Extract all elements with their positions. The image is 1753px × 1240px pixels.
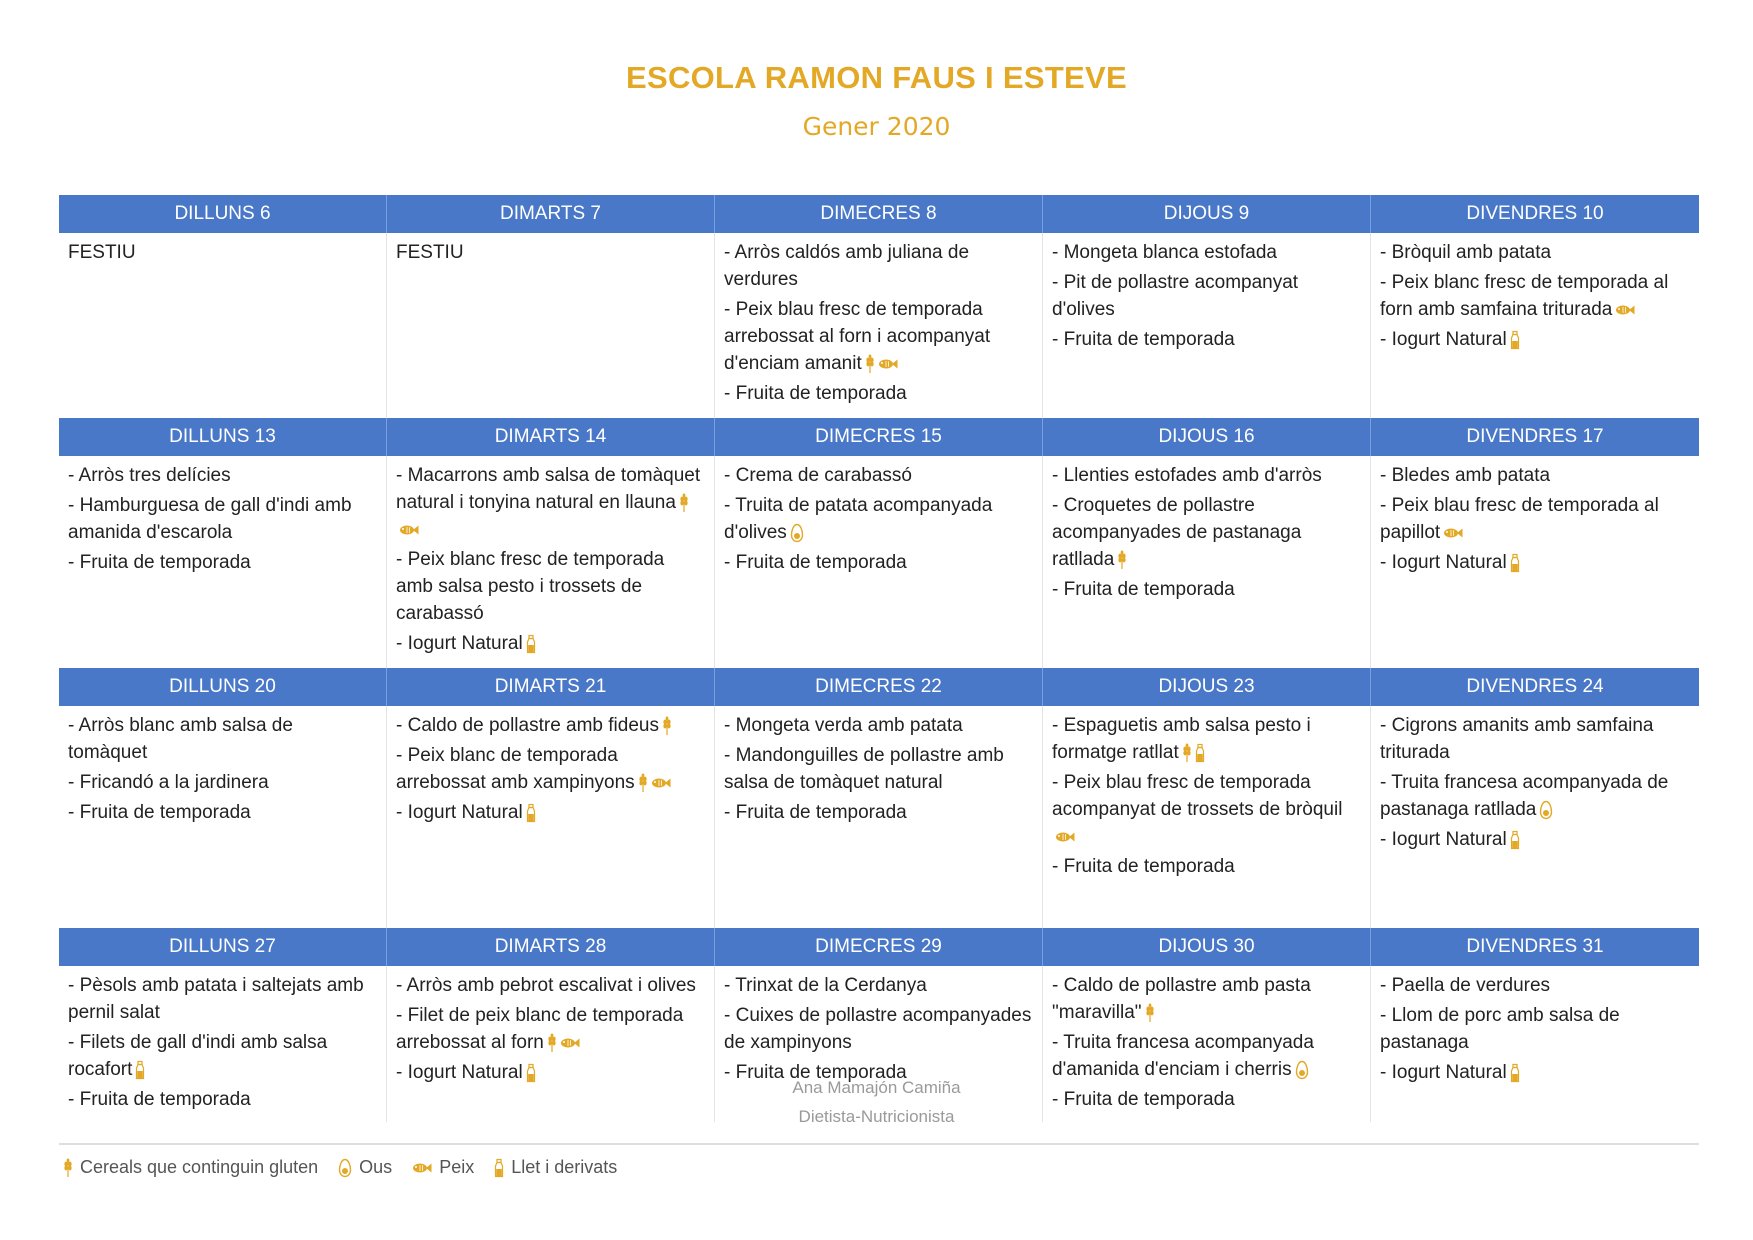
menu-item-text: - Truita francesa acompanyada de pastanaga ratllada xyxy=(1380,772,1669,820)
menu-item xyxy=(724,1002,1032,1056)
day-header: DILLUNS 6 xyxy=(59,195,387,233)
menu-item-text: - Crema de carabassó xyxy=(724,465,912,486)
menu-item-text: - Fruita de temporada xyxy=(724,552,907,573)
menu-item-text: - Iogurt Natural xyxy=(1380,1062,1507,1083)
menu-item-text: - Filets de gall d'indi amb salsa rocafort xyxy=(68,1032,328,1080)
menu-item-text: - Llenties estofades amb d'arròs xyxy=(1052,465,1322,486)
day-menu-cell xyxy=(715,456,1043,668)
menu-item-text: - Arròs tres delícies xyxy=(68,465,231,486)
day-menu-cell xyxy=(387,233,715,418)
day-header: DIMARTS 14 xyxy=(387,418,715,456)
menu-item xyxy=(68,239,376,266)
fish-icon xyxy=(399,524,419,536)
menu-item-text: - Cigrons amanits amb samfaina triturada xyxy=(1380,715,1654,763)
menu-item-text: - Fruita de temporada xyxy=(724,383,907,404)
menu-item xyxy=(1380,462,1689,489)
day-menu-cell xyxy=(387,456,715,668)
day-header: DIJOUS 23 xyxy=(1043,668,1371,706)
menu-item-text: - Fruita de temporada xyxy=(68,802,251,823)
fish-icon xyxy=(1055,831,1075,843)
menu-item-text: - Hamburguesa de gall d'indi amb amanida d'escarola xyxy=(68,495,352,543)
menu-item-text: - Pèsols amb patata i saltejats amb pernil salat xyxy=(68,975,364,1023)
author-signature xyxy=(0,1073,1753,1131)
legend-label: Cereals que continguin gluten xyxy=(80,1157,319,1177)
menu-item-text: - Fruita de temporada xyxy=(1052,329,1235,350)
menu-item-text: - Macarrons amb salsa de tomàquet natural i tonyina natural en llauna xyxy=(396,465,701,513)
menu-item-text: - Mongeta blanca estofada xyxy=(1052,242,1277,263)
day-header: DILLUNS 13 xyxy=(59,418,387,456)
menu-item-text: - Iogurt Natural xyxy=(396,802,523,823)
menu-item xyxy=(1052,576,1360,603)
legend-label: Ous xyxy=(359,1157,393,1177)
day-header: DILLUNS 20 xyxy=(59,668,387,706)
legend-item xyxy=(59,1157,318,1178)
fish-icon xyxy=(412,1162,432,1174)
footer-divider xyxy=(59,1143,1699,1145)
day-header: DIVENDRES 24 xyxy=(1371,668,1699,706)
menu-item-text: - Bledes amb patata xyxy=(1380,465,1551,486)
menu-item-text: - Mongeta verda amb patata xyxy=(724,715,963,736)
day-menu-cell xyxy=(1371,233,1699,418)
menu-item xyxy=(396,462,704,543)
menu-item-text: - Peix blau fresc de temporada arrebossat al forn i acompanyat d'enciam amanit xyxy=(724,299,991,374)
menu-item-text: - Fruita de temporada xyxy=(68,1089,251,1110)
legend-label: Peix xyxy=(439,1157,475,1177)
egg-icon xyxy=(1539,800,1553,820)
day-header: DIMARTS 28 xyxy=(387,928,715,966)
day-header: DIVENDRES 31 xyxy=(1371,928,1699,966)
menu-item-text: - Llom de porc amb salsa de pastanaga xyxy=(1380,1005,1620,1053)
menu-item xyxy=(724,380,1032,407)
milk-icon xyxy=(526,803,536,823)
day-menu-cell xyxy=(1371,706,1699,928)
menu-item-text: - Peix blau fresc de temporada acompanyat de trossets de bròquil xyxy=(1052,772,1343,820)
menu-item-text: - Fruita de temporada xyxy=(1052,856,1235,877)
milk-icon xyxy=(1195,743,1205,763)
menu-item-text: - Arròs blanc amb salsa de tomàquet xyxy=(68,715,293,763)
menu-item xyxy=(724,712,1032,739)
day-menu-cell xyxy=(715,706,1043,928)
menu-item xyxy=(1380,269,1689,323)
menu-item-text: - Truita de patata acompanyada d'olives xyxy=(724,495,993,543)
menu-item xyxy=(1052,853,1360,880)
menu-item xyxy=(1052,239,1360,266)
menu-item-text: - Paella de verdures xyxy=(1380,975,1551,996)
menu-item xyxy=(1380,712,1689,766)
menu-item-text: - Peix blanc fresc de temporada amb salsa pesto i trossets de carabassó xyxy=(396,549,665,624)
menu-item xyxy=(724,972,1032,999)
wheat-icon xyxy=(63,1158,73,1178)
menu-item-text: - Arròs amb pebrot escalivat i olives xyxy=(396,975,696,996)
fish-icon xyxy=(1615,304,1635,316)
menu-item-text: - Fruita de temporada xyxy=(724,802,907,823)
menu-item-text: - Espaguetis amb salsa pesto i formatge ratllat xyxy=(1052,715,1311,763)
menu-item xyxy=(1380,1002,1689,1056)
day-menu-cell xyxy=(59,706,387,928)
menu-item xyxy=(396,799,704,826)
day-header: DIVENDRES 17 xyxy=(1371,418,1699,456)
menu-item xyxy=(68,972,376,1026)
menu-item xyxy=(1380,769,1689,823)
menu-item xyxy=(1052,492,1360,573)
menu-item xyxy=(1380,239,1689,266)
milk-icon xyxy=(494,1158,504,1178)
day-menu-cell xyxy=(1043,706,1371,928)
menu-item xyxy=(1380,972,1689,999)
wheat-icon xyxy=(865,354,875,374)
day-header: DIJOUS 9 xyxy=(1043,195,1371,233)
menu-item xyxy=(1052,462,1360,489)
menu-item-text: - Bròquil amb patata xyxy=(1380,242,1552,263)
menu-item-text: - Truita francesa acompanyada d'amanida d'enciam i cherris xyxy=(1052,1032,1314,1080)
menu-item-text: - Iogurt Natural xyxy=(396,1062,523,1083)
day-menu-cell xyxy=(59,456,387,668)
egg-icon xyxy=(338,1158,352,1178)
menu-item xyxy=(1380,492,1689,546)
menu-item xyxy=(724,742,1032,796)
menu-item xyxy=(724,239,1032,293)
menu-item xyxy=(1052,326,1360,353)
menu-item xyxy=(1052,972,1360,1026)
menu-item xyxy=(1380,326,1689,353)
page-subtitle: Gener 2020 xyxy=(802,112,951,141)
menu-item xyxy=(68,799,376,826)
menu-item xyxy=(396,1002,704,1056)
page-title: ESCOLA RAMON FAUS I ESTEVE xyxy=(626,60,1127,95)
menu-item-text: - Mandonguilles de pollastre amb salsa de tomàquet natural xyxy=(724,745,1004,793)
day-header: DIMARTS 21 xyxy=(387,668,715,706)
menu-item xyxy=(1052,269,1360,323)
menu-item xyxy=(396,630,704,657)
menu-item xyxy=(396,972,704,999)
wheat-icon xyxy=(638,773,648,793)
menu-item xyxy=(396,239,704,266)
day-menu-cell xyxy=(715,233,1043,418)
menu-item-text: - Peix blanc fresc de temporada al forn amb samfaina triturada xyxy=(1380,272,1669,320)
menu-item-text: - Fruita de temporada xyxy=(724,1062,907,1083)
day-header: DIVENDRES 10 xyxy=(1371,195,1699,233)
menu-item xyxy=(724,549,1032,576)
menu-item xyxy=(724,492,1032,546)
menu-item-text: - Iogurt Natural xyxy=(396,633,523,654)
menu-item xyxy=(396,712,704,739)
author-name: Ana Mamajón Camiña xyxy=(792,1078,961,1097)
menu-item-text: - Iogurt Natural xyxy=(1380,829,1507,850)
legend-item xyxy=(490,1157,617,1178)
legend-label: Llet i derivats xyxy=(511,1157,618,1177)
menu-item-text: - Iogurt Natural xyxy=(1380,552,1507,573)
day-header: DIMECRES 8 xyxy=(715,195,1043,233)
menu-item-text: - Caldo de pollastre amb fideus xyxy=(396,715,659,736)
menu-item xyxy=(724,296,1032,377)
wheat-icon xyxy=(547,1033,557,1053)
fish-icon xyxy=(1443,527,1463,539)
menu-item-text: FESTIU xyxy=(68,242,136,263)
egg-icon xyxy=(790,523,804,543)
allergen-legend xyxy=(59,1157,633,1178)
day-header: DIMARTS 7 xyxy=(387,195,715,233)
milk-icon xyxy=(1510,553,1520,573)
menu-item-text: - Fricandó a la jardinera xyxy=(68,772,269,793)
day-header: DIJOUS 30 xyxy=(1043,928,1371,966)
menu-item xyxy=(68,712,376,766)
menu-item-text: - Filet de peix blanc de temporada arrebossat al forn xyxy=(396,1005,684,1053)
day-header: DILLUNS 27 xyxy=(59,928,387,966)
menu-item xyxy=(68,462,376,489)
menu-item-text: - Croquetes de pollastre acompanyades de pastanaga ratllada xyxy=(1052,495,1302,570)
wheat-icon xyxy=(662,716,672,736)
menu-item-text: - Fruita de temporada xyxy=(1052,1089,1235,1110)
menu-item-text: - Caldo de pollastre amb pasta "maravilla" xyxy=(1052,975,1311,1023)
menu-grid xyxy=(59,195,1699,1122)
menu-item-text: - Trinxat de la Cerdanya xyxy=(724,975,927,996)
menu-item-text: FESTIU xyxy=(396,242,464,263)
day-menu-cell xyxy=(1043,233,1371,418)
day-menu-cell xyxy=(1043,456,1371,668)
menu-item xyxy=(1380,549,1689,576)
menu-item xyxy=(1380,826,1689,853)
day-menu-cell xyxy=(59,233,387,418)
legend-item xyxy=(334,1157,392,1178)
menu-item xyxy=(396,546,704,627)
legend-item xyxy=(408,1157,474,1178)
menu-item-text: - Cuixes de pollastre acompanyades de xampinyons xyxy=(724,1005,1032,1053)
menu-item xyxy=(1052,769,1360,850)
menu-item xyxy=(396,742,704,796)
milk-icon xyxy=(526,634,536,654)
menu-item xyxy=(68,492,376,546)
menu-item xyxy=(1052,712,1360,766)
wheat-icon xyxy=(1145,1003,1155,1023)
menu-item xyxy=(724,799,1032,826)
wheat-icon xyxy=(679,493,689,513)
fish-icon xyxy=(878,358,898,370)
day-menu-cell xyxy=(387,706,715,928)
day-header: DIJOUS 16 xyxy=(1043,418,1371,456)
author-role: Dietista-Nutricionista xyxy=(798,1107,955,1126)
menu-item-text: - Pit de pollastre acompanyat d'olives xyxy=(1052,272,1299,320)
menu-item xyxy=(68,549,376,576)
menu-item-text: - Peix blau fresc de temporada al papillot xyxy=(1380,495,1659,543)
menu-item-text: - Fruita de temporada xyxy=(68,552,251,573)
day-header: DIMECRES 22 xyxy=(715,668,1043,706)
menu-item-text: - Arròs caldós amb juliana de verdures xyxy=(724,242,970,290)
fish-icon xyxy=(651,777,671,789)
menu-item-text: - Peix blanc de temporada arrebossat amb xampinyons xyxy=(396,745,635,793)
day-header: DIMECRES 29 xyxy=(715,928,1043,966)
menu-item-text: - Iogurt Natural xyxy=(1380,329,1507,350)
milk-icon xyxy=(1510,830,1520,850)
fish-icon xyxy=(560,1037,580,1049)
menu-item xyxy=(68,769,376,796)
wheat-icon xyxy=(1117,550,1127,570)
milk-icon xyxy=(1510,330,1520,350)
day-header: DIMECRES 15 xyxy=(715,418,1043,456)
day-menu-cell xyxy=(1371,456,1699,668)
menu-item-text: - Fruita de temporada xyxy=(1052,579,1235,600)
wheat-icon xyxy=(1182,743,1192,763)
menu-item xyxy=(724,462,1032,489)
